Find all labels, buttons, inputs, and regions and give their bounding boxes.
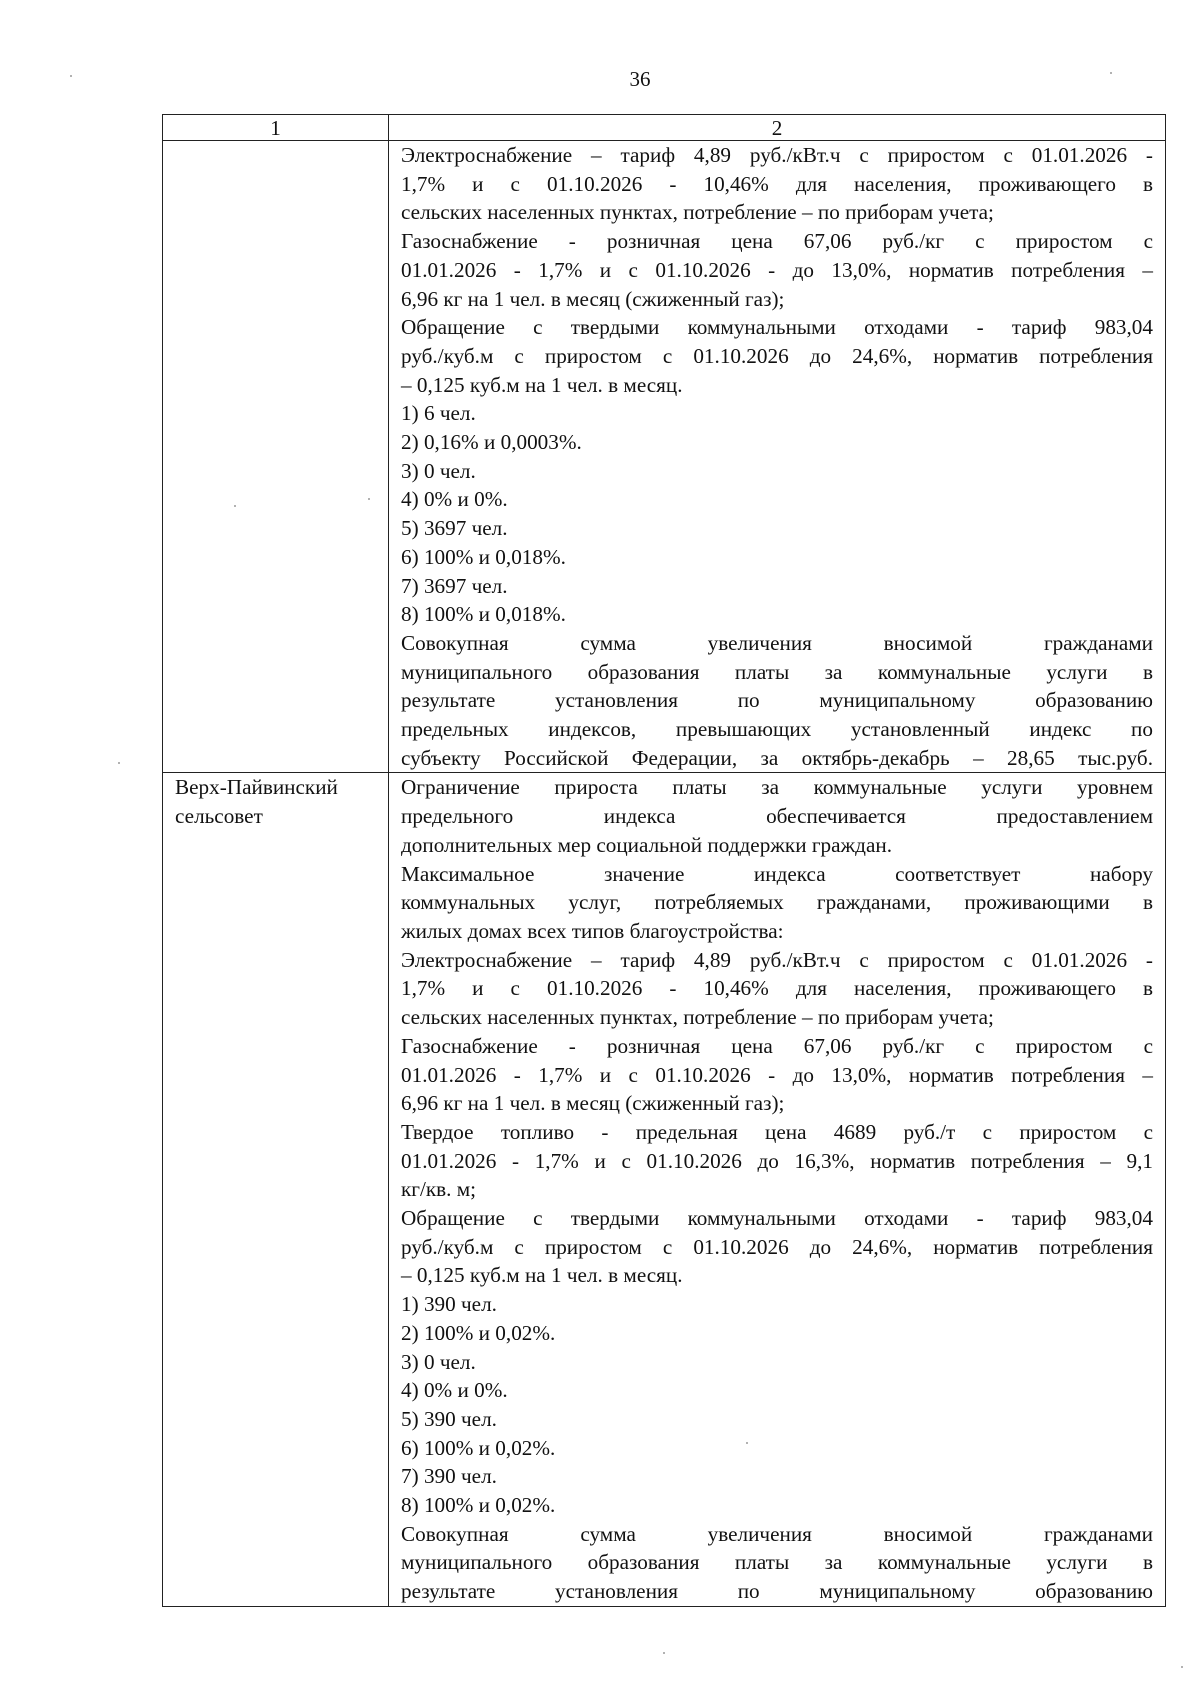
text-line: 2) 0,16% и 0,0003%. <box>401 430 582 455</box>
text-line: Обращение с твердыми коммунальными отходами - тариф 983,04 <box>401 1206 1153 1231</box>
page-number: 36 <box>629 67 651 91</box>
text-line: жилых домах всех типов благоустройства: <box>401 918 784 943</box>
text-line: 8) 100% и 0,02%. <box>401 1493 556 1518</box>
text-line: 1,7% и с 01.10.2026 - 10,46% для населения, проживающего в <box>401 976 1153 1001</box>
text-line: дополнительных мер социальной поддержки граждан. <box>401 832 893 857</box>
text-line: результате установления по муниципальному образованию <box>401 1579 1153 1604</box>
text-line: Совокупная сумма увеличения вносимой гражданами <box>401 630 1153 655</box>
table-row <box>163 141 1166 773</box>
text-line: 6,96 кг на 1 чел. в месяц (сжиженный газ); <box>401 1091 785 1116</box>
text-line: субъекту Российской Федерации, за октябрь-декабрь – 28,65 тыс.руб. <box>401 745 1153 770</box>
text-line: – 0,125 куб.м на 1 чел. в месяц. <box>401 1263 683 1288</box>
text-line: 4) 0% и 0%. <box>401 1378 508 1403</box>
text-line: 01.01.2026 - 1,7% и с 01.10.2026 до 16,3%, норматив потребления – 9,1 <box>401 1148 1153 1173</box>
text-line: 7) 3697 чел. <box>401 573 508 598</box>
description-lines <box>401 773 1153 1605</box>
text-line: 6,96 кг на 1 чел. в месяц (сжиженный газ); <box>401 286 785 311</box>
text-line: Максимальное значение индекса соответствует набору <box>401 861 1153 886</box>
text-line: Ограничение прироста платы за коммунальные услуги уровнем <box>401 775 1153 800</box>
text-line: 01.01.2026 - 1,7% и с 01.10.2026 - до 13,0%, норматив потребления – <box>401 257 1153 282</box>
text-line: Электроснабжение – тариф 4,89 руб./кВт.ч с приростом с 01.01.2026 - <box>401 143 1153 167</box>
text-line: 2) 100% и 0,02%. <box>401 1320 556 1345</box>
scan-speck <box>70 75 72 77</box>
text-line: 7) 390 чел. <box>401 1464 497 1489</box>
text-line: 01.01.2026 - 1,7% и с 01.10.2026 - до 13,0%, норматив потребления – <box>401 1062 1153 1087</box>
scan-speck <box>663 1652 665 1654</box>
text-line: Совокупная сумма увеличения вносимой гражданами <box>401 1521 1153 1546</box>
text-line: муниципального образования платы за коммунальные услуги в <box>401 1550 1153 1575</box>
scan-speck <box>1110 72 1112 74</box>
column-header-1: 1 <box>163 115 389 141</box>
text-line: – 0,125 куб.м на 1 чел. в месяц. <box>401 372 683 397</box>
column-header-2: 2 <box>389 115 1166 141</box>
scan-speck <box>746 1442 748 1444</box>
text-line: 6) 100% и 0,02%. <box>401 1435 556 1460</box>
scan-speck <box>118 762 120 764</box>
text-line: 3) 0 чел. <box>401 1349 476 1374</box>
document-table <box>162 114 1166 1607</box>
text-line: 1) 6 чел. <box>401 401 476 426</box>
text-line: руб./куб.м с приростом с 01.10.2026 до 24,6%, норматив потребления <box>401 1234 1153 1259</box>
text-line: предельного индекса обеспечивается предоставлением <box>401 804 1153 829</box>
text-line: муниципального образования платы за коммунальные услуги в <box>401 659 1153 684</box>
description-cell <box>389 773 1166 1606</box>
text-line: 8) 100% и 0,018%. <box>401 602 566 627</box>
text-line: предельных индексов, превышающих установленный индекс по <box>401 717 1153 742</box>
table-row <box>163 773 1166 1606</box>
text-line: Твердое топливо - предельная цена 4689 руб./т с приростом с <box>401 1119 1153 1144</box>
scan-speck <box>1181 1666 1183 1668</box>
text-line: коммунальных услуг, потребляемых гражданами, проживающими в <box>401 890 1153 915</box>
text-line: Обращение с твердыми коммунальными отходами - тариф 983,04 <box>401 315 1153 340</box>
text-line: 6) 100% и 0,018%. <box>401 544 566 569</box>
description-cell <box>389 141 1166 773</box>
description-lines <box>401 141 1153 772</box>
municipality-cell <box>163 141 389 773</box>
text-line: руб./куб.м с приростом с 01.10.2026 до 24,6%, норматив потребления <box>401 343 1153 368</box>
text-line: 5) 3697 чел. <box>401 516 508 541</box>
municipality-name-line: Верх-Пайвинский <box>175 775 338 800</box>
text-line: Газоснабжение - розничная цена 67,06 руб./кг с приростом с <box>401 229 1153 254</box>
scan-speck <box>368 498 370 500</box>
text-line: 1) 390 чел. <box>401 1292 497 1317</box>
text-line: Электроснабжение – тариф 4,89 руб./кВт.ч с приростом с 01.01.2026 - <box>401 947 1153 972</box>
text-line: 3) 0 чел. <box>401 458 476 483</box>
text-line: 5) 390 чел. <box>401 1406 497 1431</box>
text-line: сельских населенных пунктах, потребление – по приборам учета; <box>401 200 994 225</box>
municipality-name-line: сельсовет <box>175 804 263 829</box>
table-header-row <box>163 115 1166 141</box>
scan-speck <box>234 505 236 507</box>
text-line: Газоснабжение - розничная цена 67,06 руб./кг с приростом с <box>401 1033 1153 1058</box>
text-line: сельских населенных пунктах, потребление – по приборам учета; <box>401 1005 994 1030</box>
text-line: 1,7% и с 01.10.2026 - 10,46% для населения, проживающего в <box>401 171 1153 196</box>
municipality-cell <box>163 773 389 1606</box>
text-line: результате установления по муниципальному образованию <box>401 688 1153 713</box>
text-line: 4) 0% и 0%. <box>401 487 508 512</box>
text-line: кг/кв. м; <box>401 1177 477 1202</box>
